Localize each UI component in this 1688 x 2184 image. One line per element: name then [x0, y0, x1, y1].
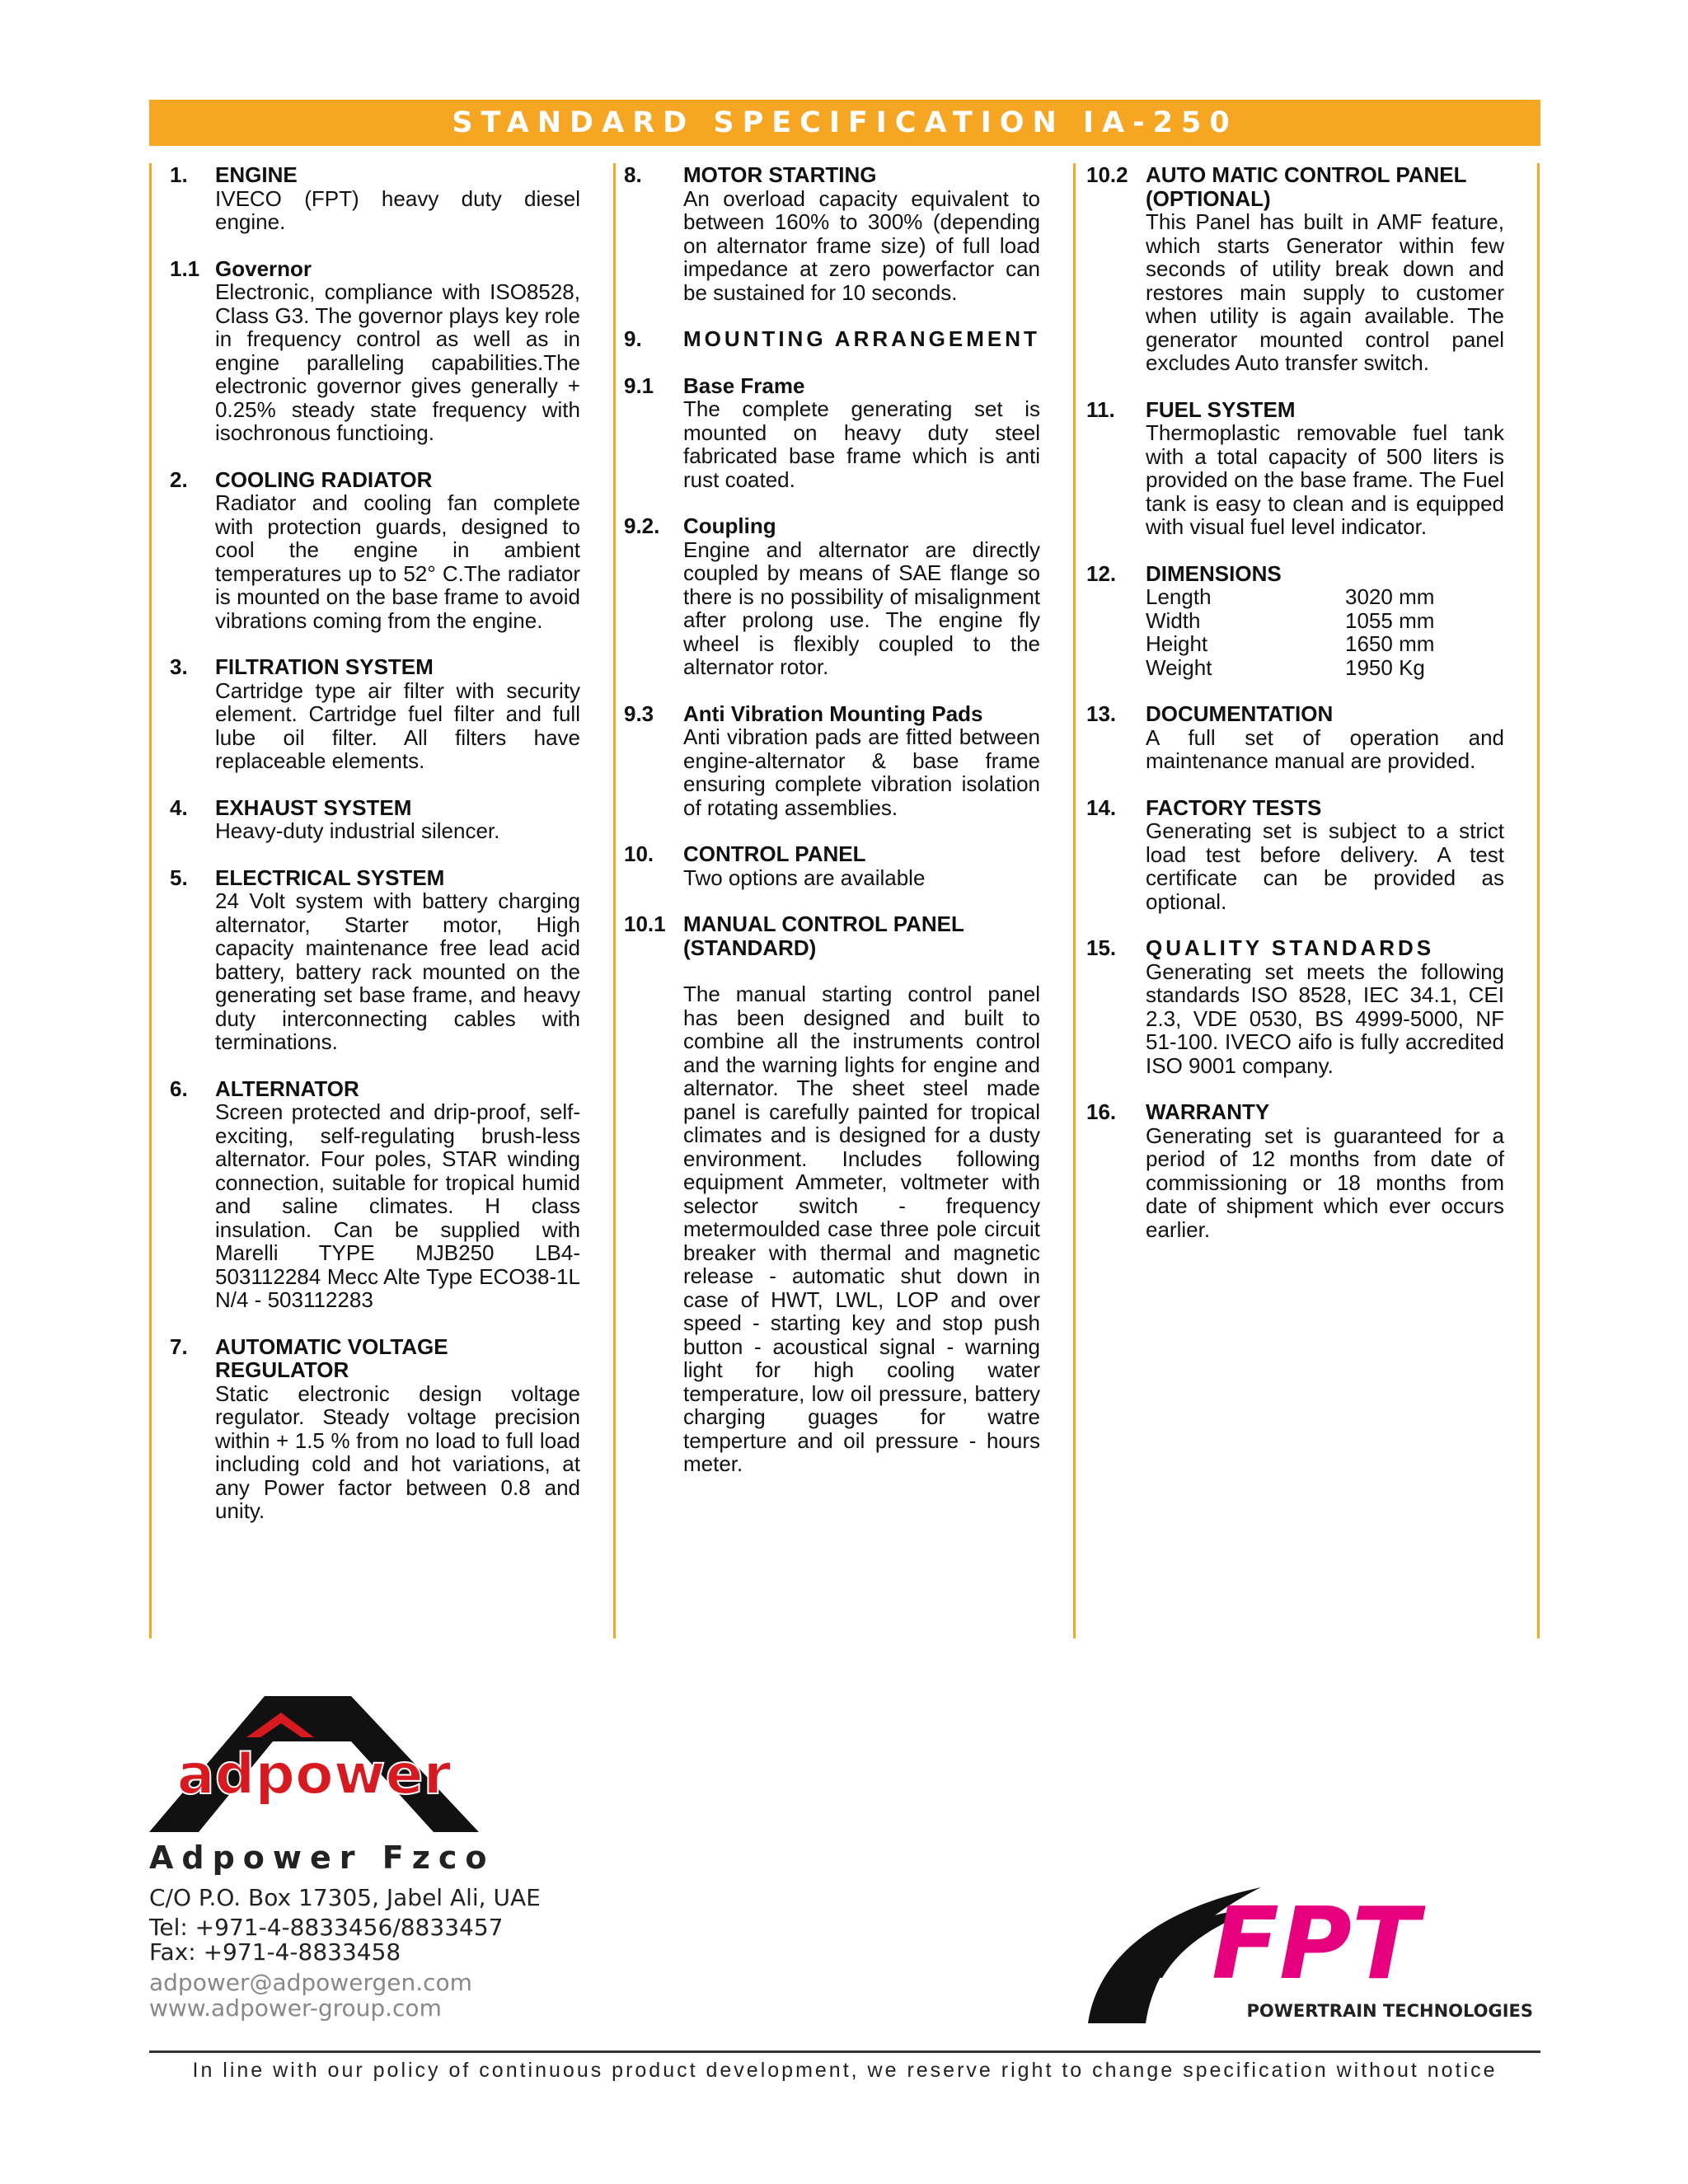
- section-text: Generating set is subject to a strict load test before delivery. A test certificate can be provided as optional.: [1146, 818, 1504, 914]
- spec-section: [152, 796, 613, 843]
- company-tel: Tel: +971-4-8833456/8833457: [149, 1914, 504, 1941]
- section-number: 9.3: [624, 701, 654, 726]
- section-text: Heavy-duty industrial silencer.: [215, 818, 500, 843]
- section-text: The manual starting control panel has been designed and built to combine all the instruments control and the warning lights for engine and alternator. The sheet steel made panel is carefully painted for tropical climates and is designed for a dusty environment. Includes following equipment Ammeter, voltmeter with selector switch - frequency metermoulded case three pole circuit breaker with thermal and magnetic release - automatic shut down in case of HWT, LWL, LOP and over speed - starting key and stop push button - acoustical signal - warning light for high cooling water temperature, low oil pressure, battery charging guages for watre temperture and oil pressure - hours meter.: [683, 982, 1040, 1476]
- company-fax: Fax: +971-4-8833458: [149, 1938, 401, 1966]
- section-title: AUTO MATIC CONTROL PANEL (OPTIONAL): [1146, 162, 1467, 211]
- section-number: 10.1: [624, 912, 666, 936]
- spec-section: [613, 702, 1073, 820]
- spec-section: [152, 1077, 613, 1312]
- section-number: 2.: [170, 466, 188, 492]
- section-number: 8.: [624, 162, 642, 187]
- spec-section: [152, 163, 613, 234]
- company-website[interactable]: www.adpower-group.com: [149, 1994, 442, 2022]
- fpt-swoosh-icon: [1071, 1875, 1541, 2023]
- spec-column-1: [149, 163, 616, 1638]
- section-text: This Panel has built in AMF feature, which starts Generator within few seconds of utility break down and restores main supply to customer when utility is again available. The generator mounted control panel excludes Auto transfer switch.: [1146, 209, 1504, 375]
- section-title: COOLING RADIATOR: [215, 466, 433, 492]
- adpower-logo-mark: [149, 1696, 479, 1836]
- spec-section: [1076, 398, 1537, 539]
- spec-section: [152, 257, 613, 445]
- section-text: Generating set meets the following standards ISO 8528, IEC 34.1, CEI 2.3, VDE 0530, BS 4999-5000, NF 51-100. IVECO aifo is fully accredited ISO 9001 company.: [1146, 958, 1504, 1078]
- section-title: FACTORY TESTS: [1146, 794, 1322, 820]
- spec-section: [152, 866, 613, 1054]
- company-name: Adpower Fzco: [149, 1840, 495, 1876]
- spec-section-dimensions: [1076, 562, 1537, 680]
- section-title: CONTROL PANEL: [683, 841, 866, 866]
- spec-section: [613, 912, 1073, 959]
- footer-divider: [149, 2050, 1540, 2053]
- spec-title-banner: STANDARD SPECIFICATION IA-250: [149, 100, 1540, 146]
- spec-section: [613, 982, 1073, 1476]
- section-number: 11.: [1086, 396, 1115, 422]
- spec-section: [613, 163, 1073, 304]
- section-text: Cartridge type air filter with security element. Cartridge fuel filter and full lube oil filter. All filters have replaceable elements.: [215, 677, 580, 773]
- company-address: C/O P.O. Box 17305, Jabel Ali, UAE: [149, 1884, 541, 1911]
- section-title: FUEL SYSTEM: [1146, 396, 1296, 422]
- section-number: 15.: [1086, 935, 1117, 960]
- spec-section: [613, 842, 1073, 889]
- section-text: An overload capacity equivalent to between 160% to 300% (depending on alternator frame size) of full load impedance at zero powerfactor can be sustained for 10 seconds.: [683, 185, 1040, 305]
- section-number: 14.: [1086, 794, 1117, 820]
- section-text: Engine and alternator are directly coupled by means of SAE flange so there is no possibility of misalignment after prolong use. The engine fly wheel is flexibly coupled to the alternator rotor.: [683, 537, 1040, 679]
- section-number: 10.2: [1086, 162, 1128, 187]
- spec-section: [613, 514, 1073, 679]
- section-text: 24 Volt system with battery charging alternator, Starter motor, High capacity maintenance free lead acid battery, battery rack mounted on the generating set base frame, and heavy duty interconnecting cables with terminations.: [215, 888, 580, 1054]
- section-title: WARRANTY: [1146, 1099, 1270, 1124]
- section-number: 4.: [170, 794, 188, 820]
- section-text: Static electronic design voltage regulator. Steady voltage precision within + 1.5 % from no load to full load including cold and hot variations, at any Power factor between 0.8 and unity.: [215, 1380, 580, 1523]
- spec-section: [613, 374, 1073, 492]
- section-number: 9.: [624, 326, 642, 351]
- section-text: Generating set is guaranteed for a period of 12 months from date of commissioning or 18 months from date of shipment which ever occurs earlier.: [1146, 1122, 1504, 1242]
- section-title: QUALITY STANDARDS: [1146, 935, 1435, 960]
- spec-section: [1076, 796, 1537, 914]
- adpower-logo: [149, 1696, 479, 1840]
- section-number: 10.: [624, 841, 654, 866]
- spec-section: [152, 1335, 613, 1523]
- section-text: The complete generating set is mounted on heavy duty steel fabricated base frame which is anti rust coated.: [683, 396, 1040, 492]
- section-number: 9.1: [624, 373, 654, 398]
- section-number: 6.: [170, 1076, 188, 1101]
- fpt-wordmark: FPT: [1212, 1887, 1419, 2002]
- section-title: DOCUMENTATION: [1146, 701, 1334, 726]
- section-text: Two options are available: [683, 865, 926, 890]
- company-email[interactable]: adpower@adpowergen.com: [149, 1969, 472, 1996]
- section-title: MANUAL CONTROL PANEL (STANDARD): [683, 912, 964, 960]
- section-number: [613, 982, 683, 1476]
- fpt-logo: [1071, 1875, 1541, 2023]
- dimension-row-height: Height 1650 mm: [1146, 631, 1435, 656]
- section-title: FILTRATION SYSTEM: [215, 654, 434, 679]
- spec-section: [152, 655, 613, 773]
- spec-section: [1076, 702, 1537, 773]
- section-number: 13.: [1086, 701, 1117, 726]
- section-number: 1.1: [170, 255, 200, 281]
- dimension-row-length: Length 3020 mm: [1146, 584, 1435, 609]
- section-text: Thermoplastic removable fuel tank with a total capacity of 500 liters is provided on the base frame. The Fuel tank is easy to clean and is equipped with visual fuel level indicator.: [1146, 420, 1504, 539]
- spec-section: [1076, 1100, 1537, 1241]
- svg-text:adpower: adpower: [176, 1742, 452, 1807]
- section-title: EXHAUST SYSTEM: [215, 794, 412, 820]
- spec-column-3: [1076, 163, 1540, 1638]
- section-text: A full set of operation and maintenance manual are provided.: [1146, 724, 1504, 773]
- section-text: Electronic, compliance with ISO8528, Class G3. The governor plays key role in frequency control as well as in engine paralleling capabilities.The electronic governor gives generally + 0.25% steady state frequency with isochronous functioing.: [215, 279, 580, 445]
- section-number: 5.: [170, 865, 188, 890]
- spec-column-2: [613, 163, 1076, 1638]
- section-title: Base Frame: [683, 373, 805, 398]
- section-number: 16.: [1086, 1099, 1117, 1124]
- section-title: ALTERNATOR: [215, 1076, 359, 1101]
- spec-section: [152, 468, 613, 633]
- section-number: 1.: [170, 162, 188, 187]
- section-text: Screen protected and drip-proof, self-exciting, self-regulating brush-less alternator. Four poles, STAR winding connection, suitable for tropical humid and saline climates. H class insulation. Can be supplied with Marelli TYPE MJB250 LB4-503112284 Mecc Alte Type ECO38-1L N/4 - 503112283: [215, 1099, 580, 1312]
- spec-section: [613, 327, 1073, 351]
- section-text: Radiator and cooling fan complete with protection guards, designed to cool the engine in ambient temperatures up to 52° C.The radiator is mounted on the base frame to avoid vibrations coming from the engine.: [215, 490, 580, 633]
- spec-section: [1076, 163, 1537, 375]
- spec-section: [1076, 936, 1537, 1077]
- section-title: DIMENSIONS: [1146, 560, 1282, 586]
- section-title: AUTOMATIC VOLTAGE REGULATOR: [215, 1333, 448, 1382]
- section-number: 12.: [1086, 560, 1117, 586]
- section-title: Anti Vibration Mounting Pads: [683, 701, 983, 726]
- section-number: 3.: [170, 654, 188, 679]
- dimension-row-weight: Weight 1950 Kg: [1146, 654, 1425, 680]
- section-title: MOTOR STARTING: [683, 162, 877, 187]
- section-title: Governor: [215, 255, 312, 281]
- section-title: ELECTRICAL SYSTEM: [215, 865, 445, 890]
- section-title: ENGINE: [215, 162, 298, 187]
- section-number: 7.: [170, 1333, 188, 1359]
- section-title: Coupling: [683, 513, 776, 538]
- section-title: MOUNTING ARRANGEMENT: [683, 326, 1040, 351]
- footer-note: In line with our policy of continuous product development, we reserve right to change specification without notice: [192, 2059, 1498, 2082]
- fpt-tagline: POWERTRAIN TECHNOLOGIES: [1246, 2001, 1533, 2021]
- section-number: 9.2.: [624, 513, 660, 538]
- section-text: IVECO (FPT) heavy duty diesel engine.: [215, 185, 580, 234]
- dimension-row-width: Width 1055 mm: [1146, 607, 1435, 633]
- section-text: Anti vibration pads are fitted between engine-alternator & base frame ensuring complete vibration isolation of rotating assemblies.: [683, 724, 1040, 820]
